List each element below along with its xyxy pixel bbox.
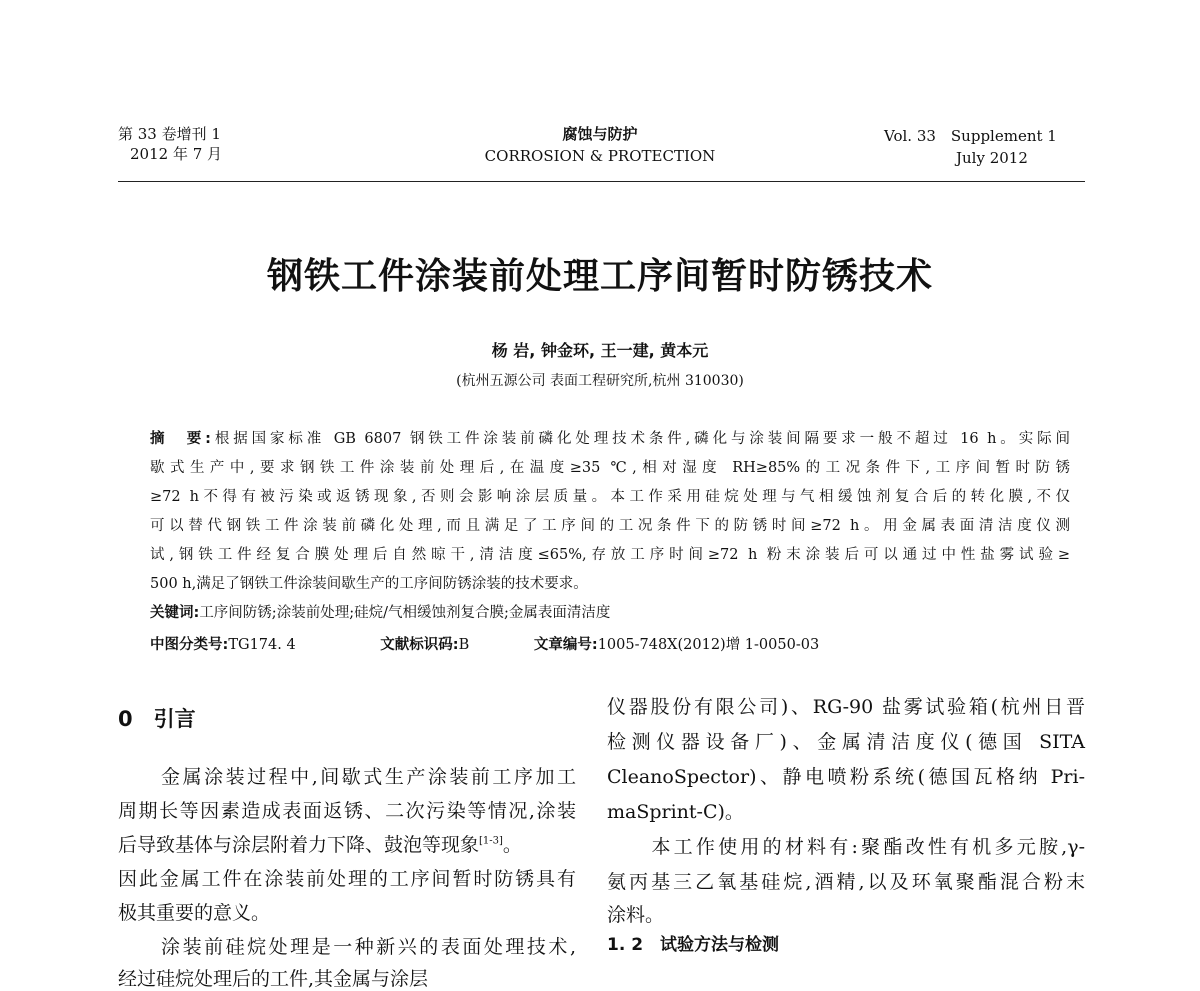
paper-title: 钢铁工件涂装前处理工序间暂时防锈技术 bbox=[266, 256, 933, 297]
body-line: 极其重要的意义。 bbox=[118, 902, 271, 924]
body-line: 金属涂装过程中,间歇式生产涂装前工序加工 bbox=[118, 766, 576, 788]
body-line: 经过硅烷处理后的工件,其金属与涂层 bbox=[118, 968, 429, 990]
journal-date: 2012 年 7 月 bbox=[130, 145, 223, 163]
journal-name-cn: 腐蚀与防护 bbox=[562, 125, 638, 143]
body-line: 本工作使用的材料有:聚酯改性有机多元胺,γ- bbox=[607, 836, 1085, 858]
header-rule bbox=[118, 181, 1085, 182]
section-heading-intro: 0 引言 bbox=[118, 707, 196, 731]
affiliation: (杭州五源公司 表面工程研究所,杭州 310030) bbox=[456, 373, 744, 389]
abstract-label: 摘 要: bbox=[150, 431, 211, 447]
journal-volume: 第 33 卷增刊 1 bbox=[118, 125, 221, 143]
body-line: 后导致基体与涂层附着力下降、鼓泡等现象[1-3]。 bbox=[118, 834, 522, 856]
authors: 杨 岩, 钟金环, 王一建, 黄本元 bbox=[491, 341, 709, 360]
body-line: 检测仪器设备厂)、金属清洁度仪(德国 SITA bbox=[607, 731, 1085, 753]
classification: 中图分类号:TG174. 4 文献标识码:B 文章编号:1005-748X(2012)增 1-0050-03 bbox=[150, 637, 820, 653]
journal-date-en: July 2012 bbox=[956, 149, 1028, 167]
body-line: 周期长等因素造成表面返锈、二次污染等情况,涂装 bbox=[118, 800, 576, 822]
body-line: 涂料。 bbox=[607, 904, 665, 926]
journal-name-en: CORROSION & PROTECTION bbox=[484, 147, 716, 165]
body-line: 涂装前硅烷处理是一种新兴的表面处理技术, bbox=[118, 936, 576, 958]
body-line: maSprint-C)。 bbox=[607, 801, 744, 823]
citation: [1-3] bbox=[479, 835, 503, 847]
abstract-line: 摘 要:根据国家标准 GB 6807 钢铁工件涂装前磷化处理技术条件,磷化与涂装间隔要求一般不超过 16 h。实际间 bbox=[150, 431, 1070, 447]
body-line: 仪器股份有限公司)、RG-90 盐雾试验箱(杭州日晋 bbox=[607, 696, 1085, 718]
keywords: 关键词:工序间防锈;涂装前处理;硅烷/气相缓蚀剂复合膜;金属表面清洁度 bbox=[150, 605, 611, 621]
section-heading-1-2: 1. 2 试验方法与检测 bbox=[607, 935, 780, 955]
body-line: CleanoSpector)、静电喷粉系统(德国瓦格纳 Pri- bbox=[607, 766, 1085, 788]
abstract-line: 试,钢铁工件经复合膜处理后自然晾干,清洁度≤65%,存放工序时间≥72 h 粉末涂装后可以通过中性盐雾试验≥ bbox=[150, 547, 1070, 563]
abstract-line: 500 h,满足了钢铁工件涂装间歇生产的工序间防锈涂装的技术要求。 bbox=[150, 576, 588, 592]
abstract-line: 歇式生产中,要求钢铁工件涂装前处理后,在温度≥35 ℃,相对湿度 RH≥85%的工况条件下,工序间暂时防锈 bbox=[150, 460, 1070, 476]
journal-volume-en: Vol. 33 Supplement 1 bbox=[884, 127, 1057, 145]
abstract-line: 可以替代钢铁工件涂装前磷化处理,而且满足了工序间的工况条件下的防锈时间≥72 h。用金属表面清洁度仪测 bbox=[150, 518, 1070, 534]
body-line: 因此金属工件在涂装前处理的工序间暂时防锈具有 bbox=[118, 868, 576, 890]
body-line: 氨丙基三乙氧基硅烷,酒精,以及环氧聚酯混合粉末 bbox=[607, 871, 1085, 893]
abstract-line: ≥72 h不得有被污染或返锈现象,否则会影响涂层质量。本工作采用硅烷处理与气相缓蚀剂复合后的转化膜,不仅 bbox=[150, 489, 1070, 505]
